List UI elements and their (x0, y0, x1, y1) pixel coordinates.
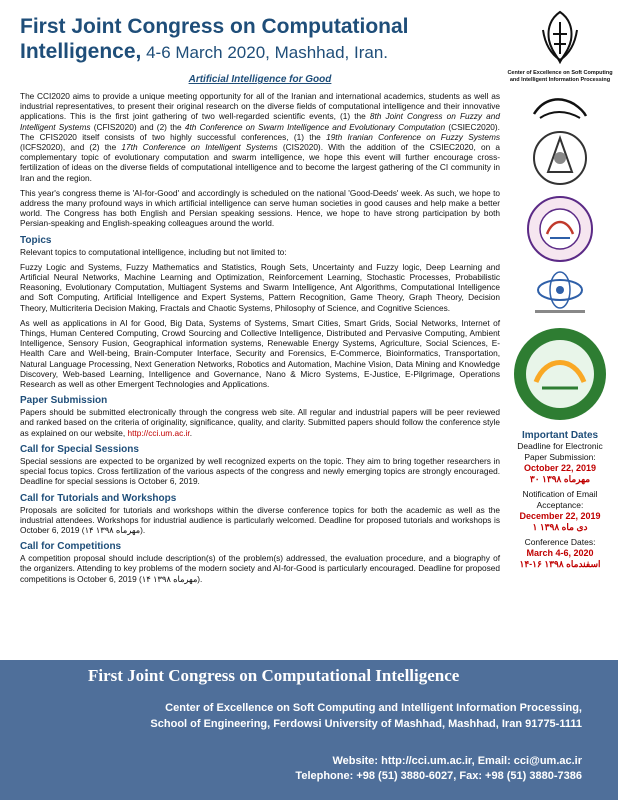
intro-paragraph-1: The CCI2020 aims to provide a unique meeting opportunity for all of the Iranian and international academics, students as well as industrial representatives, to present their original research on the diverse fields of computational intelligence and their innovative applications. This is the first joint gathering of two well-regarded scientific events, (1) the 8th Joint Congress on Fuzzy and Intelligent Systems (CFIS2020) and (2) the 4th Conference on Swarm Intelligence and Evolutionary Computation (CSIEC2020). The CFIS2020 itself consists of two highly successful conferences, (1) the 19th Iranian Conference on Fuzzy Systems (ICFS2020), and (2) the 17th Conference on Intelligent Systems (CIS2020). With the addition of the CSIEC2020, on a complementary topic of evolutionary computation and swarm intelligence, we hope this event will further encourage cross-fertilization of ideas on the diverse fields of computational intelligence and to become the largest gathering of the CI community in Iran and the region. (20, 91, 501, 183)
paper-submission-heading: Paper Submission (20, 395, 108, 407)
topics-heading: Topics (20, 234, 52, 246)
date-label-notification: Notification of Email Acceptance: (522, 489, 598, 510)
intro-paragraph-2: This year's congress theme is 'AI-for-Good' and accordingly is scheduled on the national 'Good-Deeds' week. As such, we hope to address the many profound ways in which artificial intelligence can serve human societies in good causes and help make a better world. The Congress has both English and Persian speaking sessions. Hence, we hope to have strong participation by both Persian-speaking and English-speaking colleagues around the world. (20, 187, 500, 229)
topics-list-1: Fuzzy Logic and Systems, Fuzzy Mathematics and Statistics, Rough Sets, Uncertainty and Fuzzy logic, Deep Learning and Artificial Neural Networks, Machine Learning and Optimization, Reinforcement Learning, Stochastic Processes, Probabilistic Reasoning, Evolutionary Computation, Multiagent Systems and Swarm Intelligence, Ant Algorithms, Computational Intelligence and Soft Computing, Artificial Intelligence and Expert Systems, Pattern Recognition, Game Theory, Graph Theory, Decision Theory, Multicriteria Decision Making, Fractals and Chaotic Systems, Philosophy of Science, and Cognitive Sciences. (20, 261, 500, 313)
date-submission-en: October 22, 2019 (523, 463, 597, 473)
special-sessions-heading: Call for Special Sessions (20, 443, 139, 455)
theme: Artificial Intelligence for Good (188, 74, 332, 85)
competitions-heading: Call for Competitions (20, 541, 122, 553)
footer (0, 660, 618, 800)
footer-address-line-1: Center of Excellence on Soft Computing and Intelligent Information Processing, (165, 702, 582, 714)
topics-list-2: As well as applications in AI for Good, Big Data, Systems of Systems, Smart Cities, Smart Grids, Social Networks, Internet of Things, Human Centered Computing, Crowd Sourcing and Collective Intelligence, Distributed and Pervasive Computing, Ambient Intelligence, Sensory Fusion, Geographical information systems, Renewable Energy Systems, Agriculture, Social Sciences, E-Health Care and Well-being, Brain-Computer Interface, Security and Forensics, E-Commerce, Bioinformatics, Transportation, Natural Language Processing, Next Generation Networks, Robotics and Automation, Machine Vision, Data Mining and Knowledge Discovery, Web-based Learning, Intelligence and Governance, Nano & Micro Systems, E-Justice, E-Pilgrimage, Operations Research as well as other Emergent Technologies and Applications. (20, 317, 500, 390)
footer-address-line-2: School of Engineering, Ferdowsi University of Mashhad, Mashhad, Iran 91775-1111 (150, 718, 582, 730)
footer-website-link[interactable]: http://cci.um.ac.ir (381, 755, 472, 767)
competitions-text: A competition proposal should include description(s) of the problem(s) addressed, the evaluation procedure, and a biography of the organizers. Attending to key problems of the modern society and AI-for-Good is particularly encouraged. Deadline for proposed competitions is October 6, 2019 (۱۴ مهرماه ۱۳۹۸). (20, 553, 500, 584)
date-notification-en: December 22, 2019 (519, 511, 601, 521)
intelligent-systems-society-logo (529, 270, 591, 320)
date-submission-fa: ۳۰ مهرماه ۱۳۹۸ (529, 474, 591, 484)
date-label-submission: Deadline for Electronic Paper Submission: (517, 441, 603, 462)
sidebar (506, 10, 614, 570)
international-fuzzy-systems-association-logo (512, 326, 608, 422)
website-link[interactable]: http://cci.um.ac.ir (127, 427, 190, 438)
university-emblem-logo (530, 92, 590, 122)
topics-intro: Relevant topics to computational intelligence, including but not limited to: (20, 246, 287, 257)
date-notification-fa: ۱ دی ماه ۱۳۹۸ (532, 522, 588, 532)
tutorials-text: Proposals are solicited for tutorials and workshops within the diverse conference topics for both the academic as well as the industrial attendees. Workshops for industrial audience is particularly welcomed. Deadline for proposed tutorials and workshops is October 6, 2019 (۱۴ مهرماه ۱۳۹۸). (20, 504, 500, 535)
date-label-conference: Conference Dates: (524, 537, 596, 547)
center-caption: Center of Excellence on Soft Computing and Intelligent Information Processing (507, 70, 613, 83)
page-title: First Joint Congress on Computational Intelligence, 4-6 March 2020, Mashhad, Iran. (20, 15, 409, 63)
important-dates-heading: Important Dates (521, 430, 599, 441)
footer-title: First Joint Congress on Computational Intelligence (88, 666, 460, 685)
footer-contact: Website: http://cci.um.ac.ir, Email: cci@um.ac.ir Telephone: +98 (51) 3880-6027, Fax: +98 (51) 3880-7386 (295, 755, 582, 782)
tutorials-heading: Call for Tutorials and Workshops (20, 492, 177, 504)
footer-phone: Telephone: +98 (51) 3880-6027, Fax: +98 (51) 3880-7386 (295, 770, 582, 782)
paper-submission-text: Papers should be submitted electronically through the congress web site. All regular and industrial papers will be peer reviewed and ranked based on the criteria of originality, significance, quality, and clarity. Submitted papers should follow the conference style as explained on our website, http://cci.um.ac.ir. (20, 407, 500, 438)
iranian-fuzzy-systems-society-logo (525, 194, 595, 264)
date-conference-fa: ۱۴-۱۶ اسفندماه ۱۳۹۸ (519, 559, 601, 569)
ferdowsi-university-logo (537, 10, 583, 64)
date-conference-en: March 4-6, 2020 (526, 548, 594, 558)
main-content (20, 14, 500, 589)
special-sessions-text: Special sessions are expected to be organized by well recognized experts on the topic. They aim to bring together researchers in special focus topics. Cross fertilization of the various aspects of the congress and newly emerging topics are strongly encouraged. Deadline for special sessions is October 6, 2019. (20, 455, 500, 487)
footer-email-link[interactable]: cci@um.ac.ir (513, 755, 582, 767)
science-university-logo (530, 128, 590, 188)
